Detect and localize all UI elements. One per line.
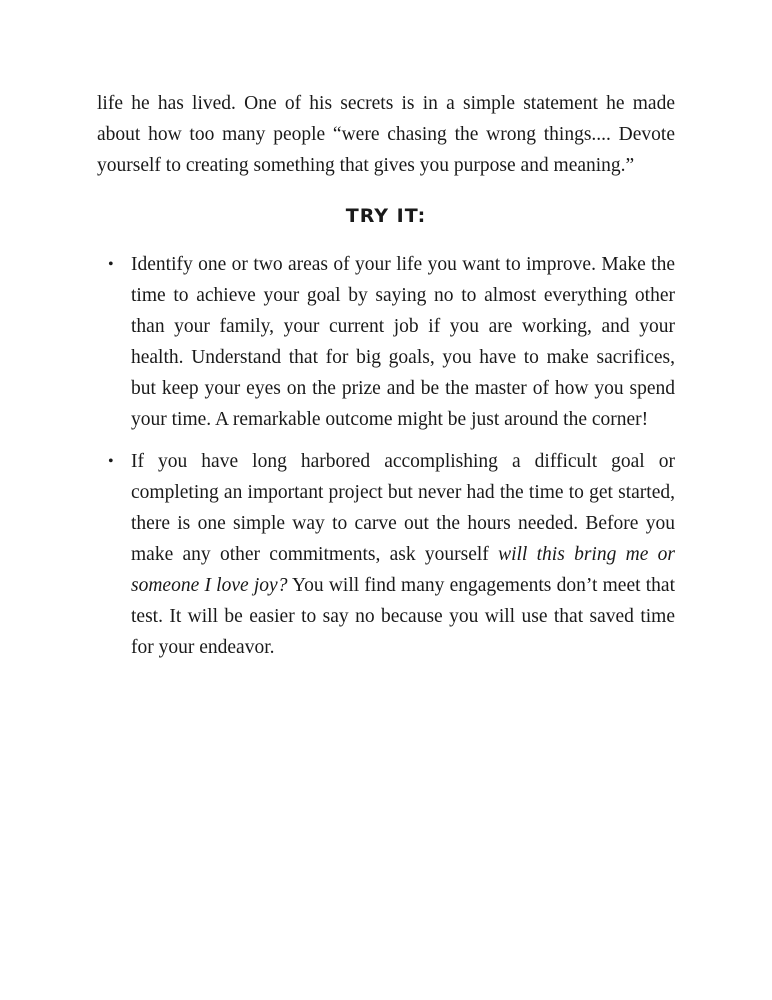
document-page: [97, 88, 675, 674]
intro-paragraph: life he has lived. One of his secrets is in a simple statement he made about how too many people “were chasing the wrong things.... Devote yourself to creating something that gives you purpose and meaning.”: [97, 93, 675, 176]
bullet-list: [97, 249, 675, 663]
bullet-icon: •: [108, 453, 114, 470]
bullet-text-italic: will this bring me or someone I love joy?: [131, 544, 675, 596]
bullet-text: Identify one or two areas of your life you want to improve. Make the time to achieve your goal by saying no to almost everything other than your family, your current job if you are working, and your health. Understand that for big goals, you have to make sacrifices, but keep your eyes on the prize and be the master of how you spend your time. A remarkable outcome might be just around the corner!: [131, 254, 675, 430]
bullet-text-after: You will find many engagements don’t meet that test. It will be easier to say no because you will use that saved time for your endeavor.: [131, 575, 676, 658]
section-heading: TRY IT:: [345, 205, 427, 227]
bullet-icon: •: [108, 256, 114, 273]
bullet-text-before: If you have long harbored accomplishing a difficult goal or completing an important project but never had the time to get started, there is one simple way to carve out the hours needed. Before you make any other commitments, ask yourself: [131, 451, 675, 565]
bullet-text: [131, 446, 675, 663]
list-item: [97, 249, 675, 435]
list-item: [97, 446, 675, 663]
